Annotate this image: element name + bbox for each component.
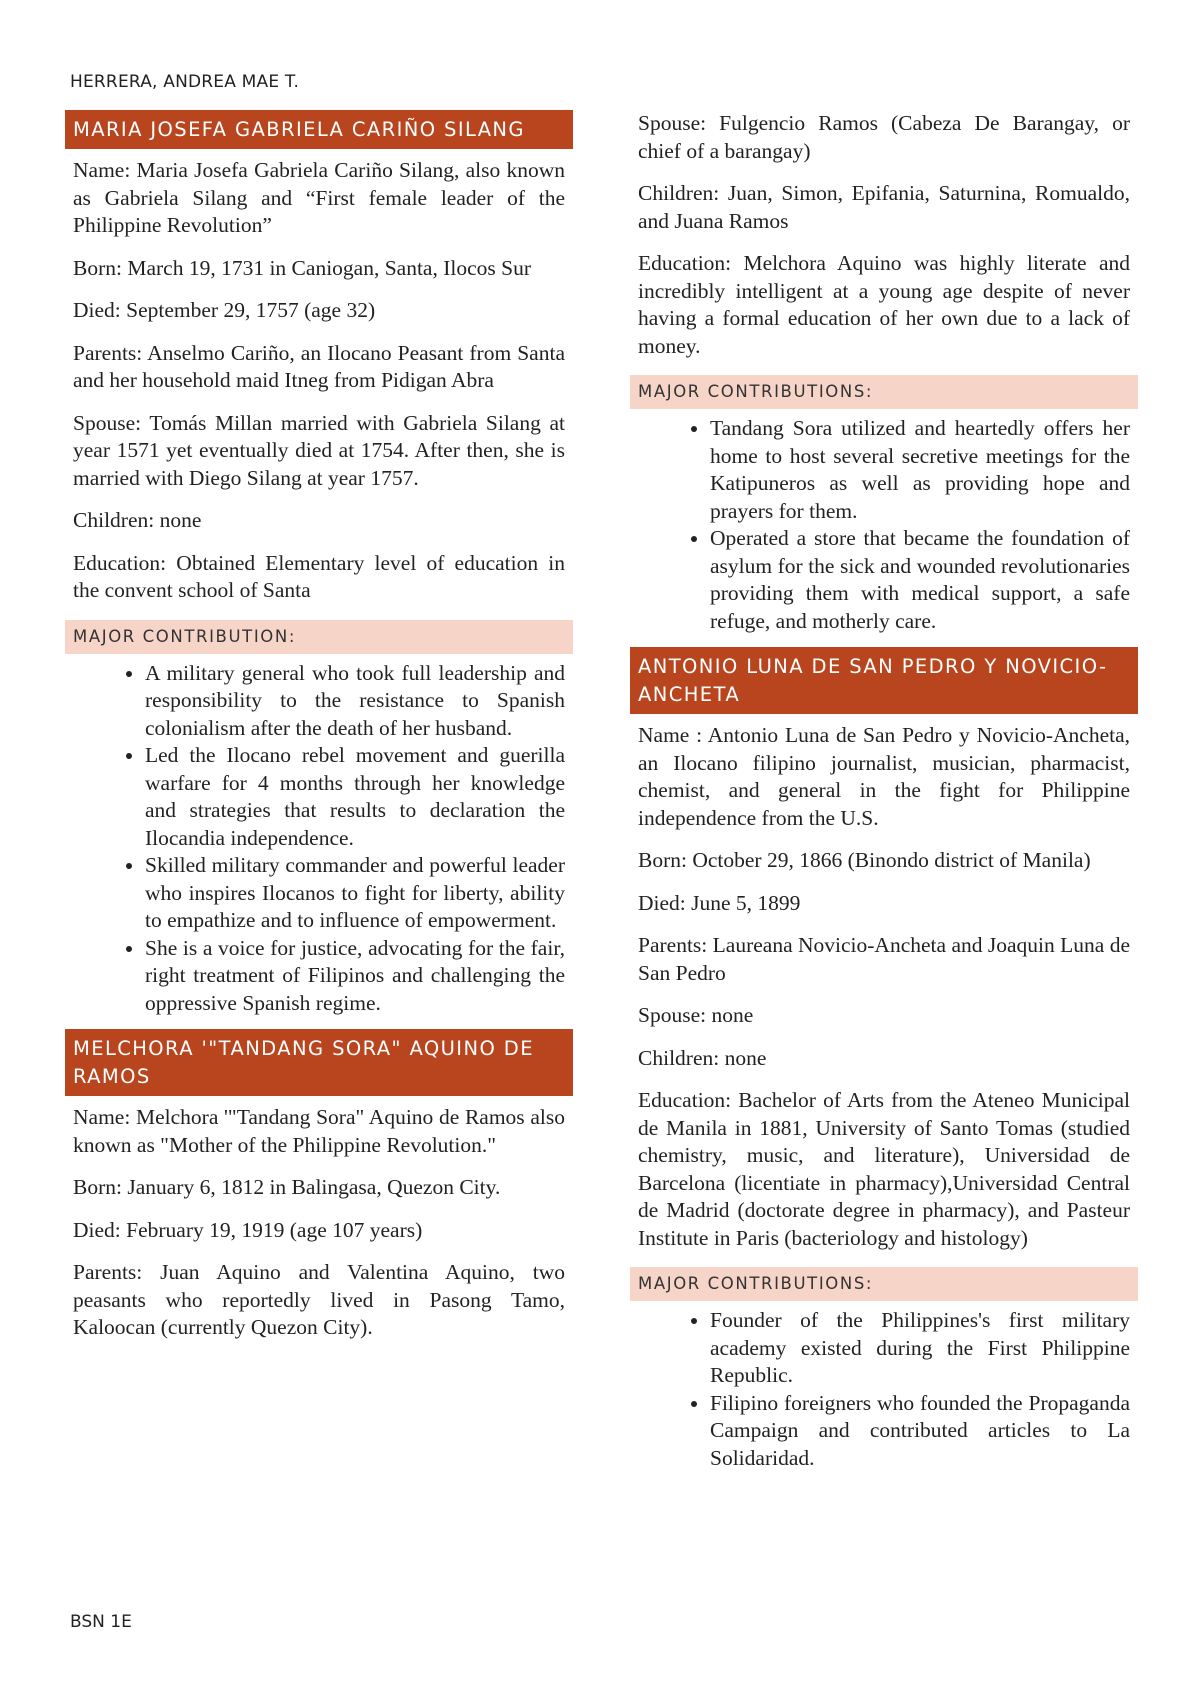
melchora-parents: Parents: Juan Aquino and Valentina Aquino, two peasants who reportedly lived in Pasong Tamo, Kaloocan (currently Quezon City). bbox=[73, 1260, 565, 1339]
list-item: • Filipino foreigners who founded the Propaganda Campaign and contributed articles to La Solidaridad. bbox=[710, 1390, 1130, 1473]
gabriela-spouse: Spouse: Tomás Millan married with Gabriela Silang at year 1571 yet eventually died at 1754. After then, she is married with Diego Silang at year 1757. bbox=[73, 410, 565, 490]
melchora-children: Children: Juan, Simon, Epifania, Saturnina, Romualdo, and Juana Ramos bbox=[638, 181, 1130, 233]
melchora-education: Education: Melchora Aquino was highly literate and incredibly intelligent at a young age despite of never having a formal education of her own due to a lack of money. bbox=[638, 251, 1130, 358]
list-item: • She is a voice for justice, advocating for the fair, right treatment of Filipinos and challenging the oppressive Spanish regime. bbox=[145, 935, 565, 1018]
melchora-died: Died: February 19, 1919 (age 107 years) bbox=[73, 1217, 423, 1242]
melchora-born: Born: January 6, 1812 in Balingasa, Quezon City. bbox=[73, 1175, 501, 1199]
list-item: • Operated a store that became the foundation of asylum for the sick and wounded revolutionaries providing them with medical support, a safe refuge, and motherly care. bbox=[710, 525, 1130, 635]
antonio-parents: Parents: Laureana Novicio-Ancheta and Joaquin Luna de San Pedro bbox=[638, 933, 1130, 985]
section-title-melchora: MELCHORA '"TANDANG SORA" AQUINO DE RAMOS bbox=[65, 1029, 573, 1096]
gabriela-children: Children: none bbox=[73, 508, 202, 532]
list-item: • Skilled military commander and powerful leader who inspires Ilocanos to fight for liberty, ability to empathize and to influence of empowerment. bbox=[145, 852, 565, 935]
right-column bbox=[630, 110, 1138, 1484]
gabriela-contrib-heading: MAJOR CONTRIBUTION: bbox=[65, 620, 573, 654]
antonio-children: Children: none bbox=[638, 1045, 767, 1070]
antonio-died: Died: June 5, 1899 bbox=[638, 890, 801, 915]
gabriela-died: Died: September 29, 1757 (age 32) bbox=[73, 298, 376, 322]
antonio-born: Born: October 29, 1866 (Binondo district of Manila) bbox=[638, 848, 1091, 872]
antonio-name: Name : Antonio Luna de San Pedro y Novicio-Ancheta, an Ilocano filipino journalist, musician, pharmacist, chemist, and general in the fight for Philippine independence from the U.S. bbox=[638, 723, 1130, 830]
melchora-contrib-list bbox=[630, 415, 1138, 635]
list-item: • Tandang Sora utilized and heartedly offers her home to host several secretive meetings for the Katipuneros as well as providing hope and prayers for them. bbox=[710, 415, 1130, 525]
list-item: • Led the Ilocano rebel movement and guerilla warfare for 4 months through her knowledge and strategies that results to declaration the Ilocandia independence. bbox=[145, 742, 565, 852]
author-name: HERRERA, ANDREA MAE T. bbox=[70, 72, 300, 92]
gabriela-name: Name: Maria Josefa Gabriela Cariño Silang, also known as Gabriela Silang and “First female leader of the Philippine Revolution” bbox=[73, 158, 565, 237]
section-title-gabriela: MARIA JOSEFA GABRIELA CARIÑO SILANG bbox=[65, 110, 573, 149]
melchora-name: Name: Melchora '"Tandang Sora" Aquino de Ramos also known as "Mother of the Philippine Revolution." bbox=[73, 1105, 565, 1157]
antonio-spouse: Spouse: none bbox=[638, 1003, 754, 1027]
gabriela-parents: Parents: Anselmo Cariño, an Ilocano Peasant from Santa and her household maid Itneg from Pidigan Abra bbox=[73, 340, 565, 392]
class-section: BSN 1E bbox=[70, 1612, 132, 1632]
gabriela-education: Education: Obtained Elementary level of education in the convent school of Santa bbox=[73, 550, 565, 602]
antonio-education: Education: Bachelor of Arts from the Ateneo Municipal de Manila in 1881, University of Santo Tomas (studied chemistry, music, and literature), Universidad de Barcelona (licentiate in pharmacy),Universidad Central de Madrid (doctorate degree in pharmacy), and Pasteur Institute in Paris (bacteriology and histology) bbox=[638, 1088, 1130, 1250]
list-item: • Founder of the Philippines's first military academy existed during the First Philippine Republic. bbox=[710, 1307, 1130, 1390]
section-title-antonio: ANTONIO LUNA DE SAN PEDRO Y NOVICIO-ANCHETA bbox=[630, 647, 1138, 714]
melchora-spouse: Spouse: Fulgencio Ramos (Cabeza De Barangay, or chief of a barangay) bbox=[638, 111, 1130, 163]
list-item: • A military general who took full leadership and responsibility to the resistance to Spanish colonialism after the death of her husband. bbox=[145, 660, 565, 743]
antonio-contrib-heading: MAJOR CONTRIBUTIONS: bbox=[630, 1267, 1138, 1301]
gabriela-born: Born: March 19, 1731 in Caniogan, Santa, Ilocos Sur bbox=[73, 255, 532, 280]
antonio-contrib-list bbox=[630, 1307, 1138, 1472]
melchora-contrib-heading: MAJOR CONTRIBUTIONS: bbox=[630, 375, 1138, 409]
left-column bbox=[65, 110, 573, 1357]
gabriela-contrib-list bbox=[65, 660, 573, 1018]
